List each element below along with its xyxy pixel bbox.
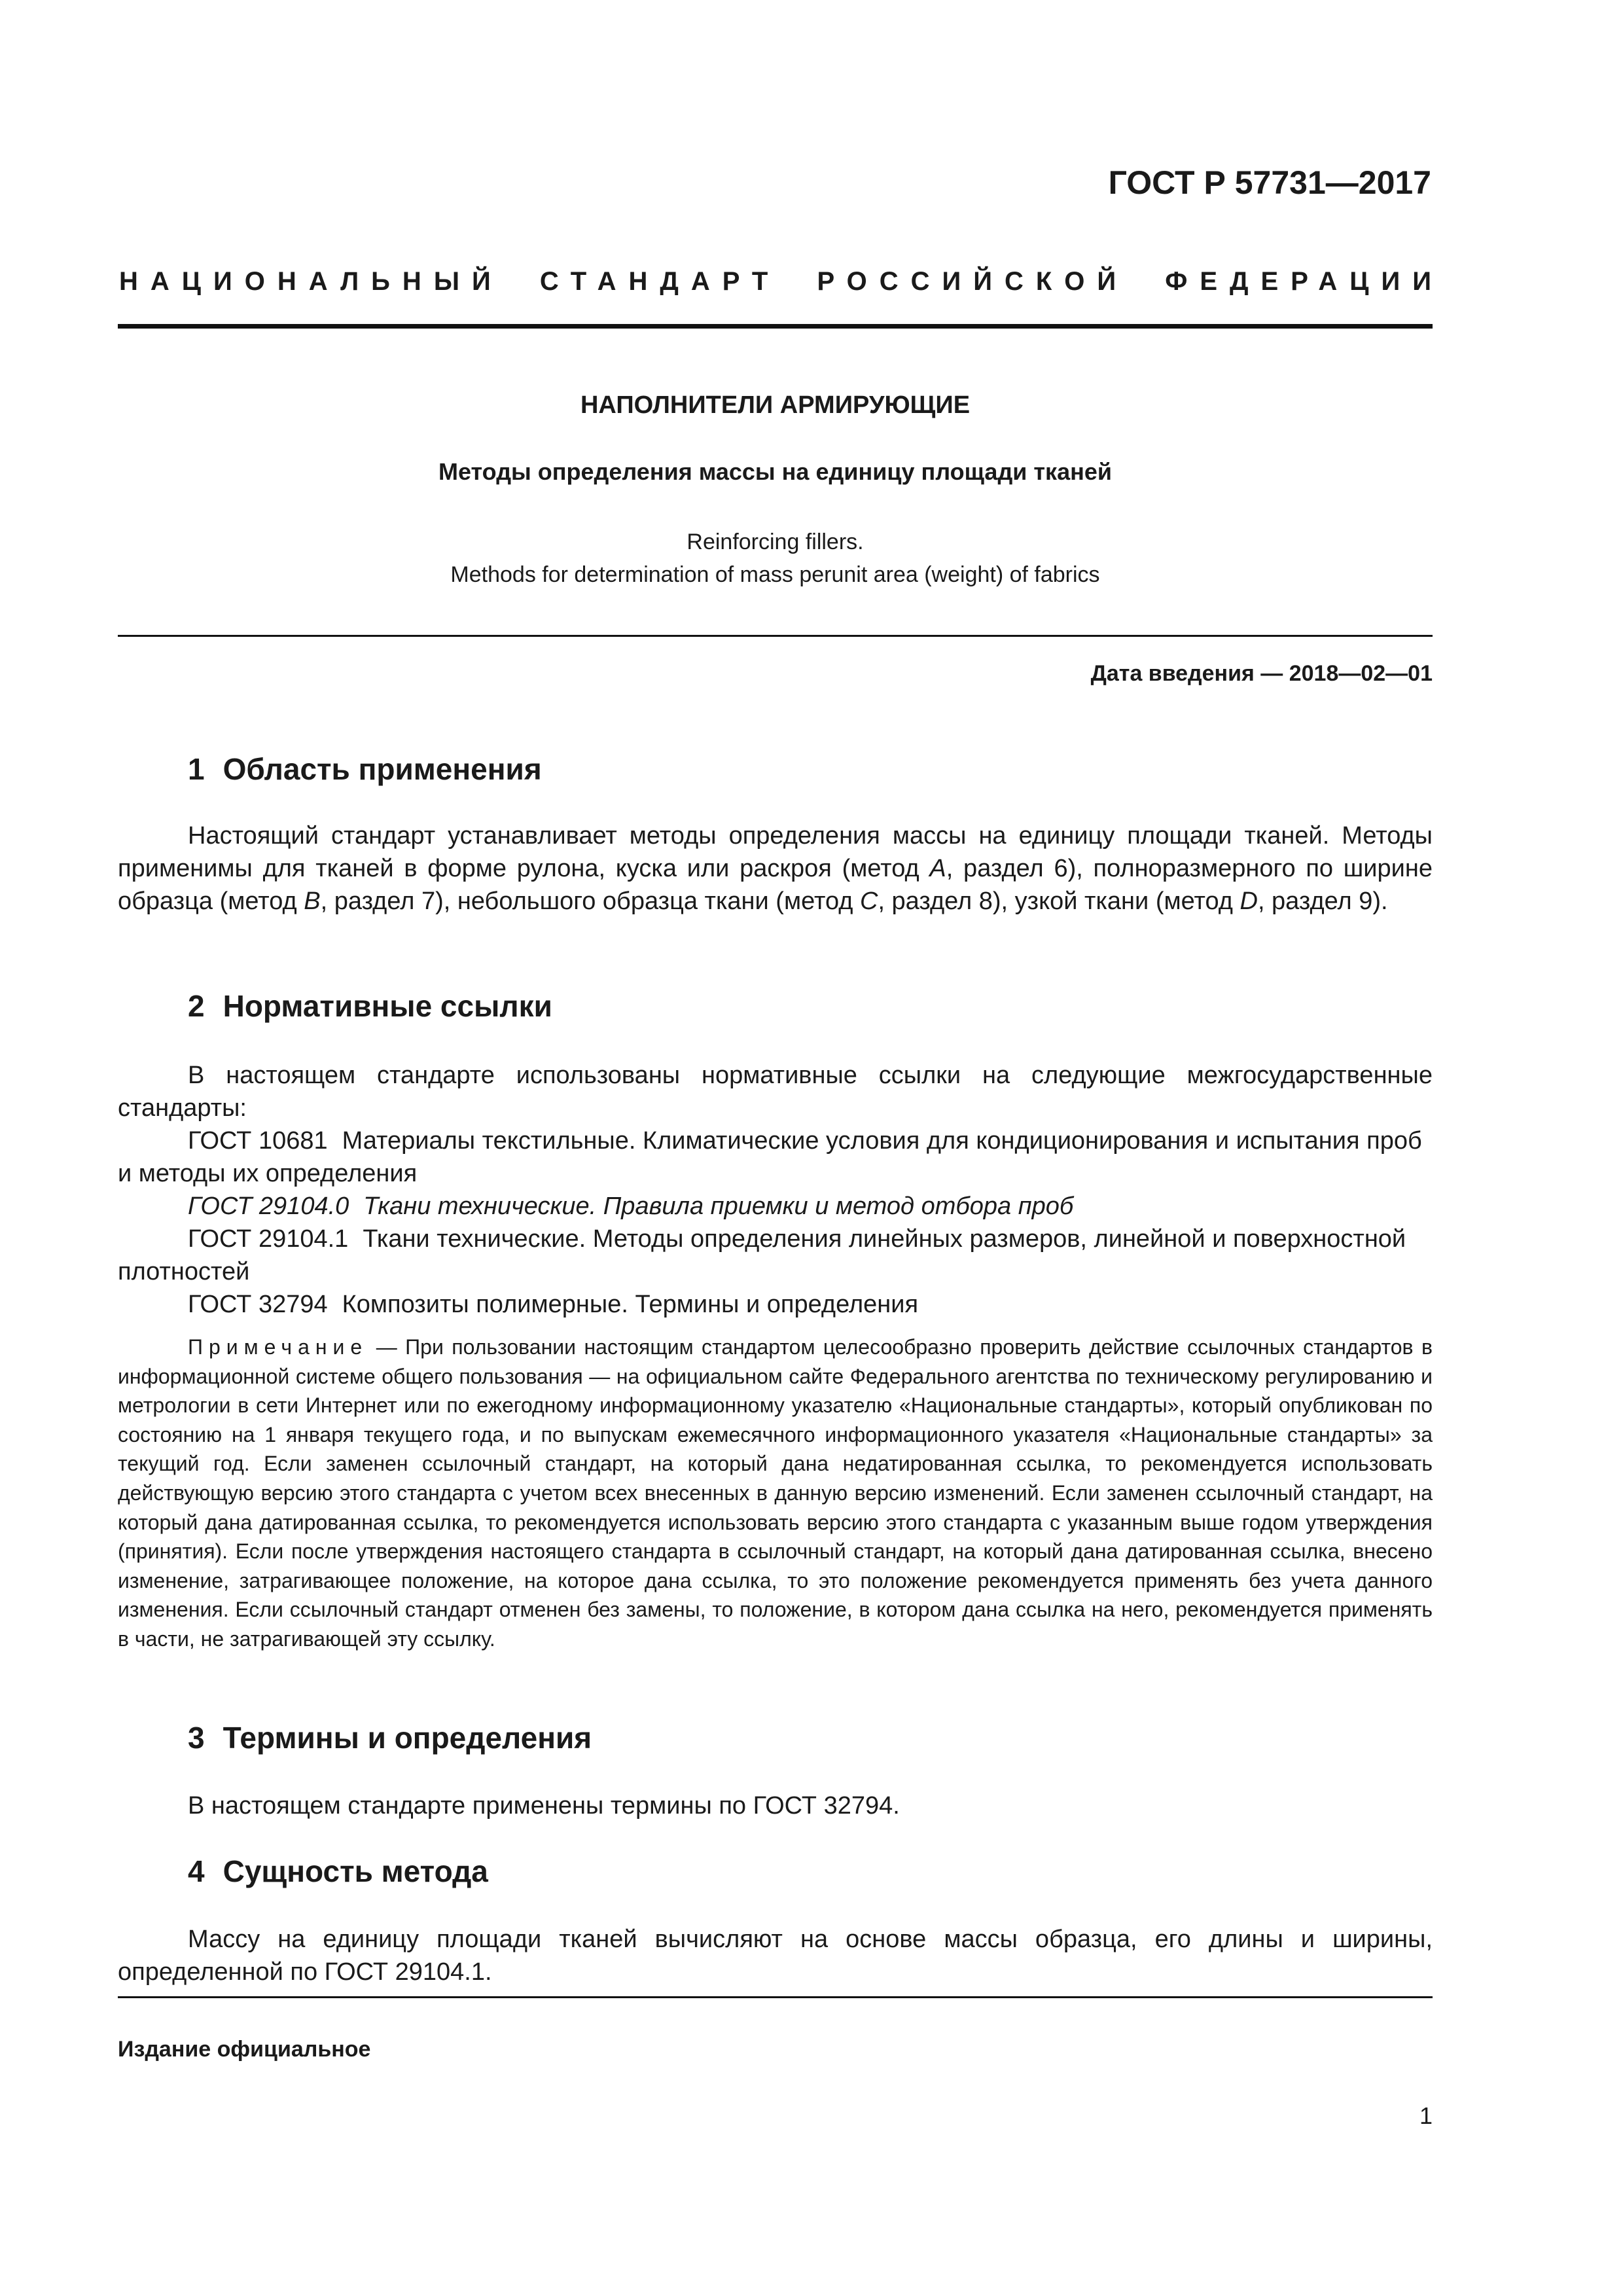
method-letter: B	[304, 888, 321, 915]
reference-code: ГОСТ 10681	[188, 1127, 328, 1155]
section-title: Нормативные ссылки	[223, 989, 552, 1023]
normative-reference	[118, 1124, 1433, 1190]
reference-code: ГОСТ 29104.1	[188, 1225, 349, 1253]
section-3-heading	[188, 1720, 592, 1755]
section-2-heading	[188, 988, 552, 1024]
reference-title: Ткани технические. Правила приемки и метод отбора проб	[363, 1193, 1074, 1220]
section-number: 4	[188, 1854, 205, 1888]
section-title: Термины и определения	[223, 1721, 592, 1755]
normative-reference	[118, 1288, 1433, 1321]
normative-reference	[118, 1223, 1433, 1288]
section-number: 1	[188, 752, 205, 786]
text-segment: , раздел 8), узкой ткани (метод	[878, 888, 1240, 915]
header-word: НАЦИОНАЛЬНЫЙ	[119, 267, 503, 296]
title-en-line-1: Reinforcing fillers.	[687, 529, 864, 554]
document-title-english	[118, 526, 1433, 591]
normative-reference	[118, 1190, 1433, 1223]
edition-label: Издание официальное	[118, 2037, 371, 2062]
reference-title: Композиты полимерные. Термины и определения	[342, 1291, 919, 1318]
note-label: Примечание	[188, 1335, 368, 1359]
section-2-note	[118, 1333, 1433, 1654]
section-4-heading	[188, 1854, 488, 1889]
method-letter: A	[929, 855, 946, 882]
note-text: — При пользовании настоящим стандартом целесообразно проверить действие ссылочных стандартов в информационной системе общего пользования — на официальном сайте Федерального агентства по техническому регулированию и метрологии в сети Интернет или по ежегодному информационному указателю «Национальные стандарты», который опубликован по состоянию на 1 января текущего года, и по выпускам ежемесячного информационного указателя «Национальные стандарты» за текущий год. Если заменен ссылочный стандарт, на который дана недатированная ссылка, то рекомендуется использовать действующую версию этого стандарта с учетом всех внесенных в данную версию изменений. Если заменен ссылочный стандарт, на который дана датированная ссылка, то рекомендуется использовать версию этого стандарта с указанным выше годом утверждения (принятия). Если после утверждения настоящего стандарта в ссылочный стандарт, на который дана датированная ссылка, внесено изменение, затрагивающее положение, на которое дана ссылка, то это положение рекомендуется применять без учета данного изменения. Если ссылочный стандарт отменен без замены, то положение, в котором дана ссылка на него, рекомендуется применять в части, не затрагивающей эту ссылку.	[118, 1335, 1433, 1651]
title-en-line-2: Methods for determination of mass perunit area (weight) of fabrics	[450, 562, 1100, 587]
title-divider	[118, 635, 1433, 637]
section-3-paragraph: В настоящем стандарте применены термины по ГОСТ 32794.	[188, 1792, 900, 1820]
section-title: Сущность метода	[223, 1854, 488, 1888]
header-divider	[118, 324, 1433, 329]
text-segment: , раздел 9).	[1257, 888, 1388, 915]
text-segment: , раздел 6), полноразмерного по ширине образца (метод	[118, 855, 1433, 915]
document-subtitle: Методы определения массы на единицу площади тканей	[438, 458, 1112, 485]
reference-title: Ткани технические. Методы определения линейных размеров, линейной и поверхностной плотностей	[118, 1225, 1406, 1285]
section-number: 2	[188, 989, 205, 1023]
header-word: СТАНДАРТ	[539, 267, 781, 296]
method-letter: C	[859, 888, 878, 915]
standard-header	[119, 267, 1444, 296]
section-title: Область применения	[223, 752, 542, 786]
reference-title: Материалы текстильные. Климатические условия для кондиционирования и испытания проб и методы их определения	[118, 1127, 1422, 1187]
document-title: НАПОЛНИТЕЛИ АРМИРУЮЩИЕ	[580, 391, 971, 419]
section-1-heading	[188, 751, 542, 787]
footer-divider	[118, 1996, 1433, 1998]
text-segment: Настоящий стандарт устанавливает методы определения массы на единицу площади тканей. Методы применимы для тканей в форме рулона, куска или раскроя (метод	[118, 822, 1433, 882]
reference-code: ГОСТ 29104.0	[188, 1193, 349, 1220]
reference-code: ГОСТ 32794	[188, 1291, 328, 1318]
method-letter: D	[1240, 888, 1258, 915]
header-word: РОССИЙСКОЙ	[817, 267, 1129, 296]
section-1-paragraph	[118, 819, 1433, 918]
text-segment: , раздел 7), небольшого образца ткани (метод	[320, 888, 860, 915]
page-number: 1	[1419, 2102, 1433, 2129]
section-number: 3	[188, 1721, 205, 1755]
section-2-intro: В настоящем стандарте использованы нормативные ссылки на следующие межгосударственные стандарты:	[118, 1062, 1433, 1122]
introduction-date: Дата введения — 2018—02—01	[1090, 661, 1433, 686]
standard-number: ГОСТ Р 57731—2017	[1108, 164, 1431, 201]
section-4-paragraph: Массу на единицу площади тканей вычисляют на основе массы образца, его длины и ширины, определенной по ГОСТ 29104.1.	[118, 1926, 1433, 1986]
header-word: ФЕДЕРАЦИИ	[1165, 267, 1444, 296]
